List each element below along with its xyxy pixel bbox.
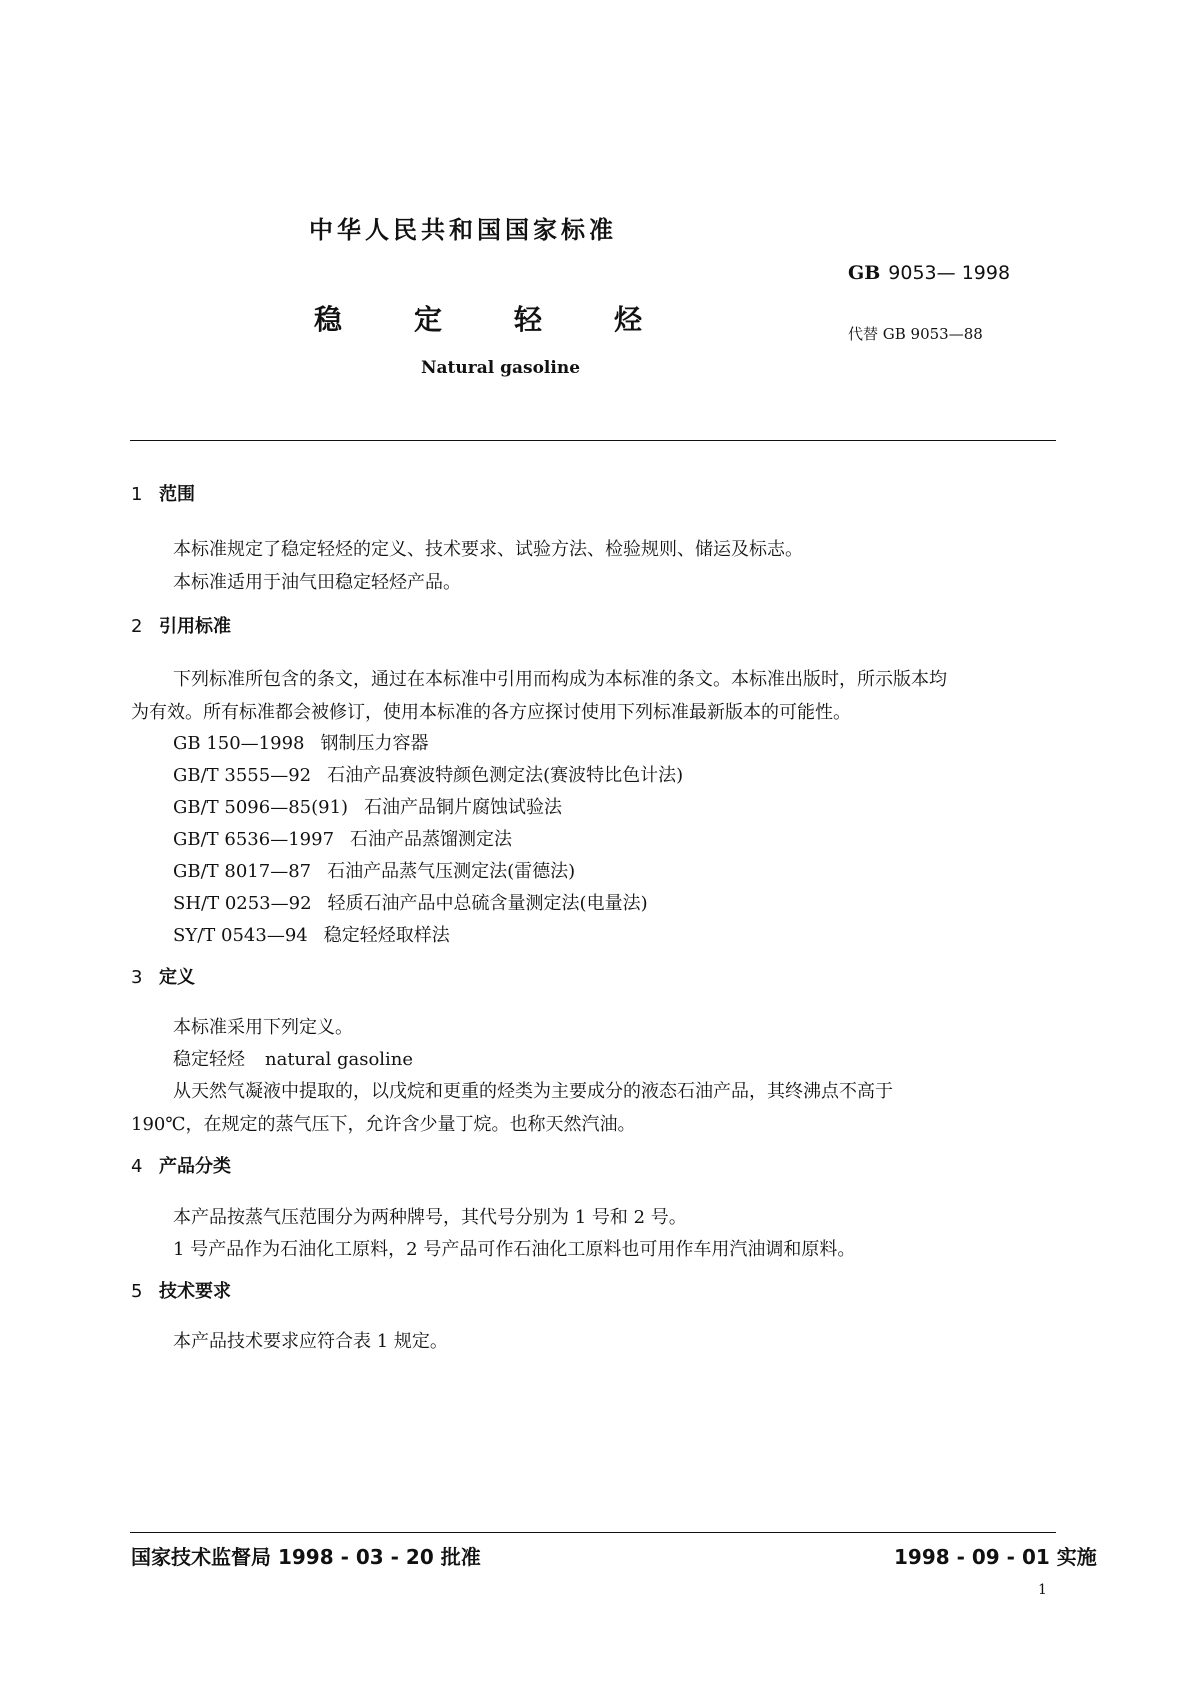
approval-line: 国家技术监督局 1998 - 03 - 20 批准	[131, 1545, 481, 1569]
document-title-english: Natural gasoline	[421, 358, 581, 378]
term-entry	[173, 1045, 413, 1071]
section-2-intro-line-2: 为有效。所有标准都会被修订，使用本标准的各方应探讨使用下列标准最新版本的可能性。	[131, 702, 851, 723]
code-number: 9053— 1998	[888, 262, 1011, 284]
reference-code: GB/T 8017—87	[173, 861, 312, 882]
term-chinese: 稳定轻烃	[173, 1049, 245, 1070]
reference-item	[173, 857, 575, 883]
section-title: 范围	[159, 484, 195, 505]
section-title: 定义	[159, 967, 195, 988]
bottom-divider	[130, 1532, 1056, 1533]
section-number: 2	[131, 616, 143, 637]
section-5-para: 本产品技术要求应符合表 1 规定。	[173, 1331, 448, 1352]
section-number: 1	[131, 484, 143, 505]
section-4-heading	[131, 1152, 231, 1178]
reference-title: 轻质石油产品中总硫含量测定法(电量法)	[327, 893, 648, 914]
section-title: 产品分类	[159, 1156, 231, 1177]
reference-code: GB 150—1998	[173, 733, 305, 754]
document-title	[314, 298, 714, 338]
reference-code: SH/T 0253—92	[173, 893, 312, 914]
section-5-heading	[131, 1277, 231, 1303]
reference-title: 石油产品铜片腐蚀试验法	[364, 797, 563, 818]
section-1-para-1: 本标准规定了稳定轻烃的定义、技术要求、试验方法、检验规则、储运及标志。	[173, 539, 803, 560]
reference-item	[173, 921, 450, 947]
standard-code	[848, 262, 1010, 284]
reference-code: SY/T 0543—94	[173, 925, 308, 946]
section-title: 引用标准	[159, 616, 231, 637]
reference-title: 石油产品赛波特颜色测定法(赛波特比色计法)	[327, 765, 684, 786]
section-2-heading	[131, 612, 231, 638]
replaces-note: 代替 GB 9053—88	[848, 325, 983, 343]
reference-item	[173, 793, 562, 819]
standard-title: 中华人民共和国国家标准	[309, 216, 617, 244]
reference-title: 石油产品蒸气压测定法(雷德法)	[327, 861, 576, 882]
reference-title: 石油产品蒸馏测定法	[350, 829, 513, 850]
reference-code: GB/T 6536—1997	[173, 829, 335, 850]
section-3-heading	[131, 963, 195, 989]
section-number: 4	[131, 1156, 143, 1177]
implementation-date: 1998 - 09 - 01 实施	[894, 1545, 1097, 1569]
title-char-2: 定	[414, 303, 443, 336]
title-char-4: 烃	[614, 303, 643, 336]
title-char-1: 稳	[314, 303, 343, 336]
term-english: natural gasoline	[265, 1049, 414, 1070]
reference-item	[173, 729, 429, 755]
reference-title: 钢制压力容器	[320, 733, 429, 754]
reference-item	[173, 761, 683, 787]
reference-title: 稳定轻烃取样法	[323, 925, 450, 946]
reference-item	[173, 825, 512, 851]
definition-line-1: 从天然气凝液中提取的，以戊烷和更重的烃类为主要成分的液态石油产品，其终沸点不高于	[173, 1081, 893, 1102]
section-1-heading	[131, 480, 195, 506]
section-number: 3	[131, 967, 143, 988]
reference-code: GB/T 5096—85(91)	[173, 797, 349, 818]
section-4-para-2: 1 号产品作为石油化工原料，2 号产品可作石油化工原料也可用作车用汽油调和原料。	[173, 1239, 856, 1260]
title-char-3: 轻	[514, 303, 543, 336]
section-2-intro-line-1: 下列标准所包含的条文，通过在本标准中引用而构成为本标准的条文。本标准出版时，所示版本均	[173, 669, 947, 690]
reference-code: GB/T 3555—92	[173, 765, 312, 786]
section-1-para-2: 本标准适用于油气田稳定轻烃产品。	[173, 572, 461, 593]
section-4-para-1: 本产品按蒸气压范围分为两种牌号，其代号分别为 1 号和 2 号。	[173, 1207, 687, 1228]
reference-item	[173, 889, 648, 915]
code-prefix: GB	[848, 262, 881, 284]
section-title: 技术要求	[159, 1281, 231, 1302]
section-number: 5	[131, 1281, 143, 1302]
page-number: 1	[1038, 1582, 1047, 1598]
top-divider	[130, 440, 1056, 441]
definition-line-2: 190℃，在规定的蒸气压下，允许含少量丁烷。也称天然汽油。	[131, 1114, 636, 1135]
section-3-para-1: 本标准采用下列定义。	[173, 1017, 353, 1038]
